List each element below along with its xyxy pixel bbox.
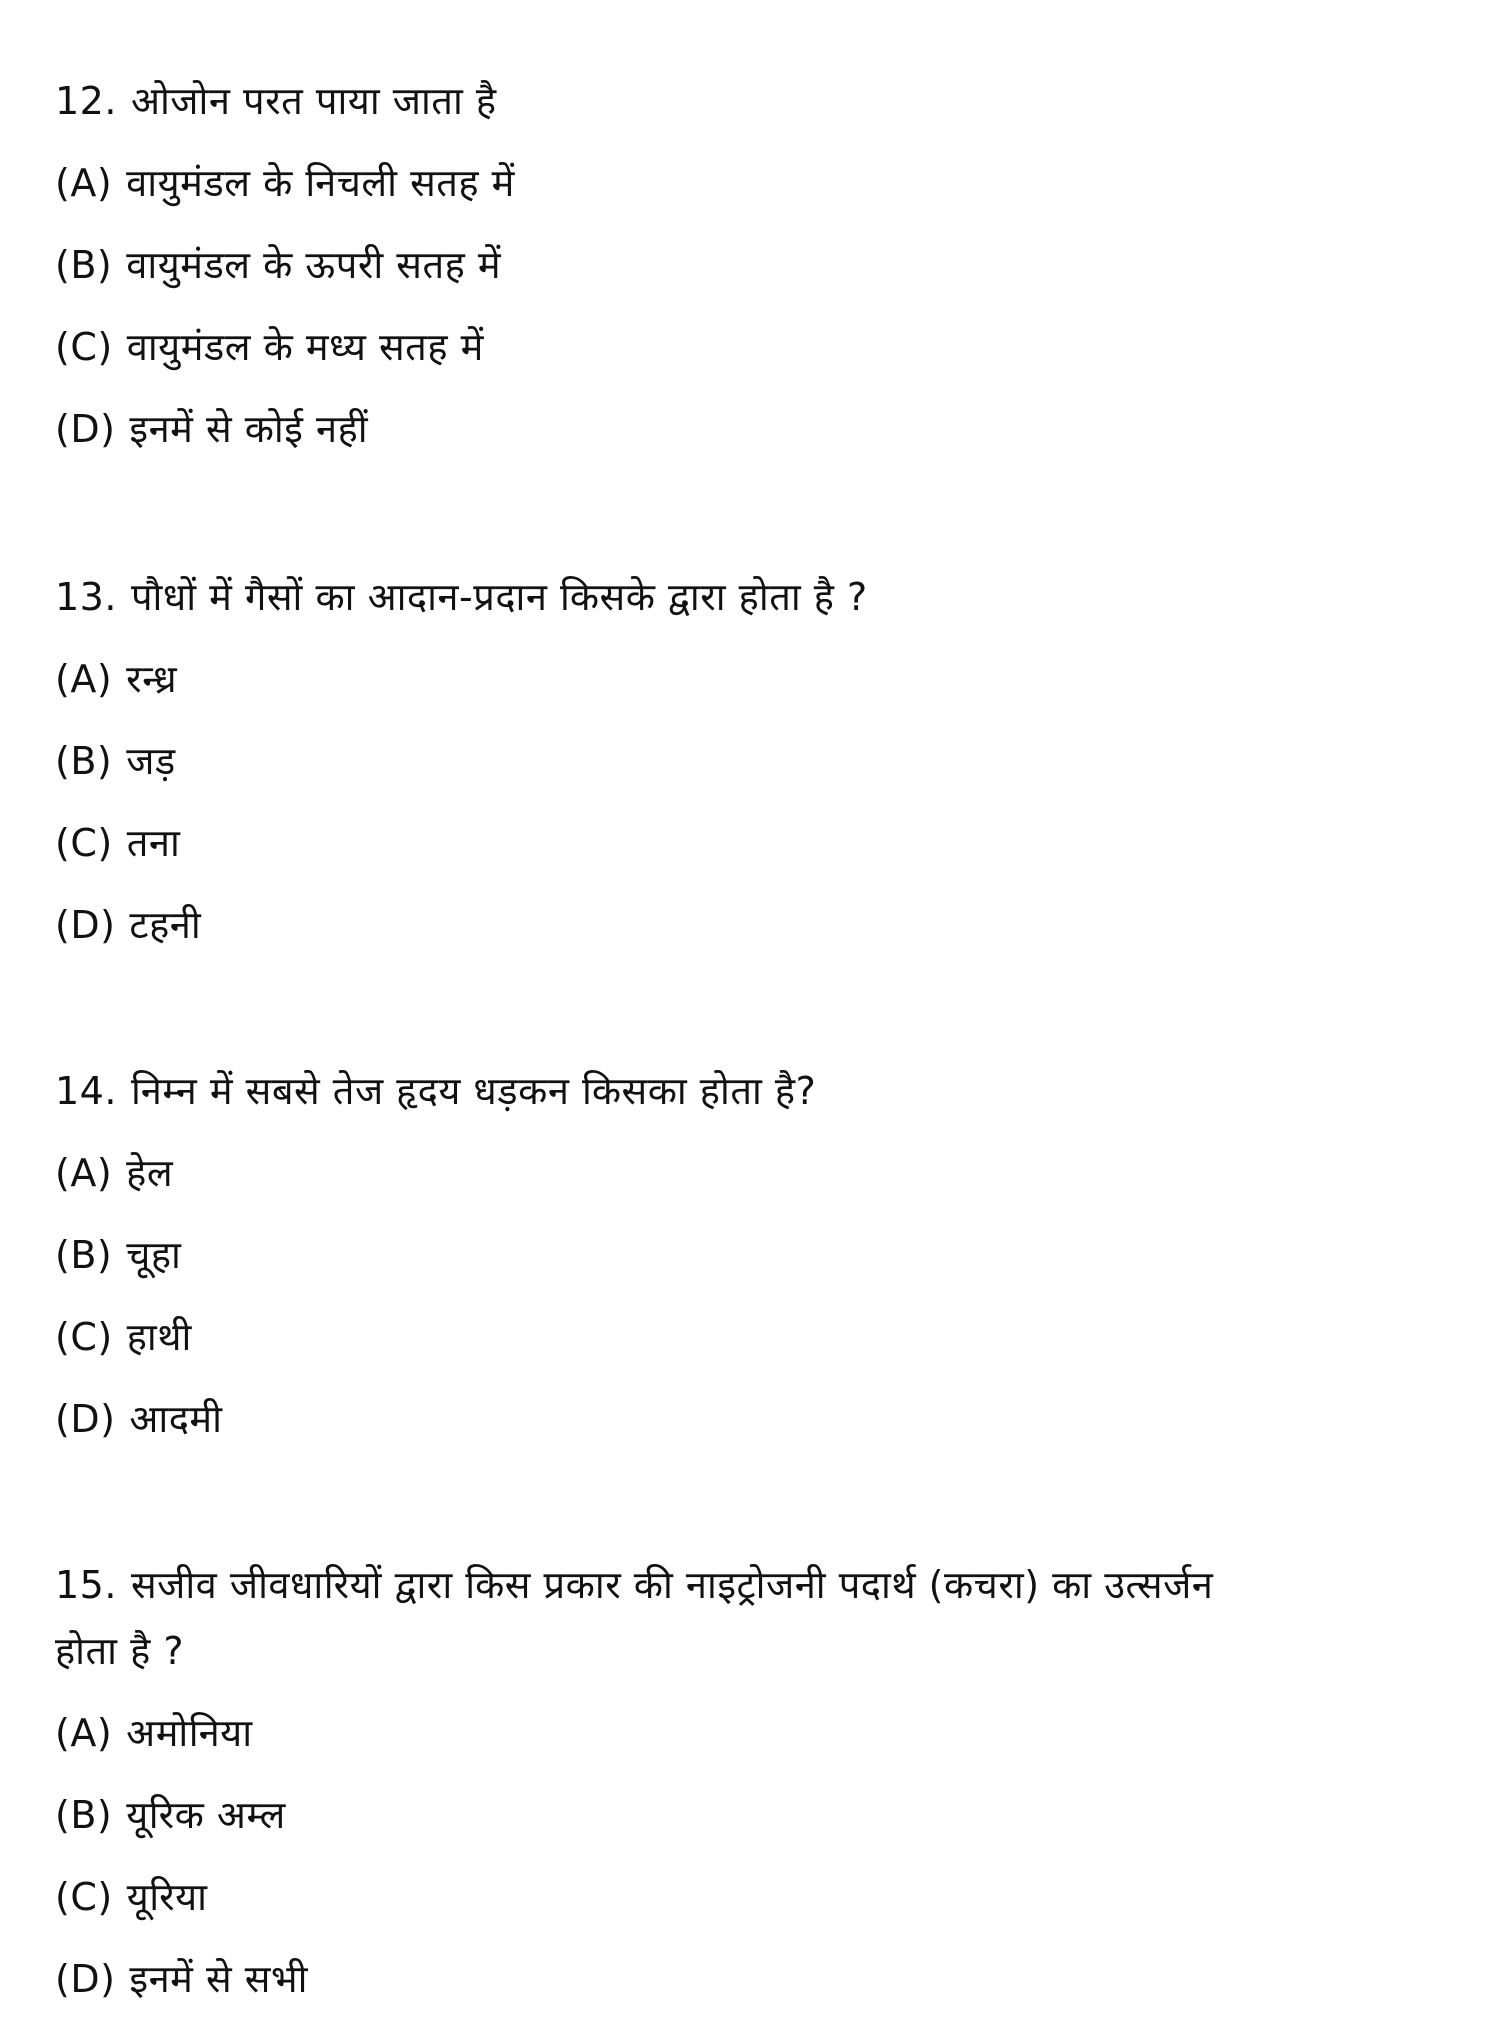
question-15-option-b [55, 1792, 286, 1838]
question-14-option-d [55, 1396, 223, 1442]
question-number: 12. [55, 79, 117, 123]
question-15-continued [55, 1628, 184, 1674]
question-15-option-c [55, 1874, 208, 1920]
question-text: पौधों में गैसों का आदान-प्रदान किसके द्वारा होता है ? [130, 575, 868, 619]
option-text: हाथी [126, 1315, 192, 1359]
question-13 [55, 574, 868, 620]
option-text: जड़ [126, 739, 176, 783]
question-text-continued: होता है ? [55, 1629, 185, 1673]
option-text: वायुमंडल के ऊपरी सतह में [126, 243, 502, 287]
option-label: (A) [55, 161, 113, 205]
question-13-option-d [55, 902, 201, 948]
option-text: चूहा [126, 1233, 182, 1277]
option-label: (B) [55, 243, 113, 287]
option-text: रन्ध्र [126, 657, 178, 701]
option-label: (D) [55, 1957, 116, 2001]
question-13-option-a [55, 656, 177, 702]
question-number: 13. [55, 575, 117, 619]
option-text: वायुमंडल के निचली सतह में [126, 161, 515, 205]
option-text: यूरिया [126, 1875, 208, 1919]
question-12-option-c [55, 324, 484, 370]
option-text: हेल [126, 1151, 174, 1195]
option-label: (D) [55, 1397, 116, 1441]
option-label: (B) [55, 1793, 113, 1837]
option-text: आदमी [129, 1397, 223, 1441]
question-12-option-b [55, 242, 501, 288]
question-14-option-c [55, 1314, 192, 1360]
option-label: (C) [55, 1875, 113, 1919]
question-text: निम्न में सबसे तेज हृदय धड़कन किसका होता है? [130, 1069, 817, 1113]
question-number: 15. [55, 1563, 117, 1607]
question-12-option-a [55, 160, 515, 206]
option-text: अमोनिया [126, 1711, 253, 1755]
option-text: इनमें से कोई नहीं [129, 407, 369, 451]
option-text: वायुमंडल के मध्य सतह में [126, 325, 484, 369]
option-label: (A) [55, 1151, 113, 1195]
question-15 [55, 1562, 1213, 1608]
option-label: (B) [55, 1233, 113, 1277]
question-14-option-b [55, 1232, 181, 1278]
option-label: (C) [55, 1315, 113, 1359]
option-text: टहनी [129, 903, 202, 947]
option-text: तना [126, 821, 181, 865]
question-14-option-a [55, 1150, 173, 1196]
option-text: इनमें से सभी [129, 1957, 308, 2001]
question-15-option-a [55, 1710, 253, 1756]
question-12 [55, 78, 497, 124]
question-text: ओजोन परत पाया जाता है [130, 79, 497, 123]
option-label: (C) [55, 821, 113, 865]
question-text: सजीव जीवधारियों द्वारा किस प्रकार की नाइट्रोजनी पदार्थ (कचरा) का उत्सर्जन [130, 1563, 1214, 1607]
question-13-option-c [55, 820, 180, 866]
question-13-option-b [55, 738, 176, 784]
question-12-option-d [55, 406, 368, 452]
option-label: (D) [55, 407, 116, 451]
option-text: यूरिक अम्ल [126, 1793, 286, 1837]
option-label: (B) [55, 739, 113, 783]
option-label: (A) [55, 657, 113, 701]
question-number: 14. [55, 1069, 117, 1113]
question-14 [55, 1068, 816, 1114]
question-15-option-d [55, 1956, 308, 2002]
option-label: (A) [55, 1711, 113, 1755]
option-label: (C) [55, 325, 113, 369]
option-label: (D) [55, 903, 116, 947]
